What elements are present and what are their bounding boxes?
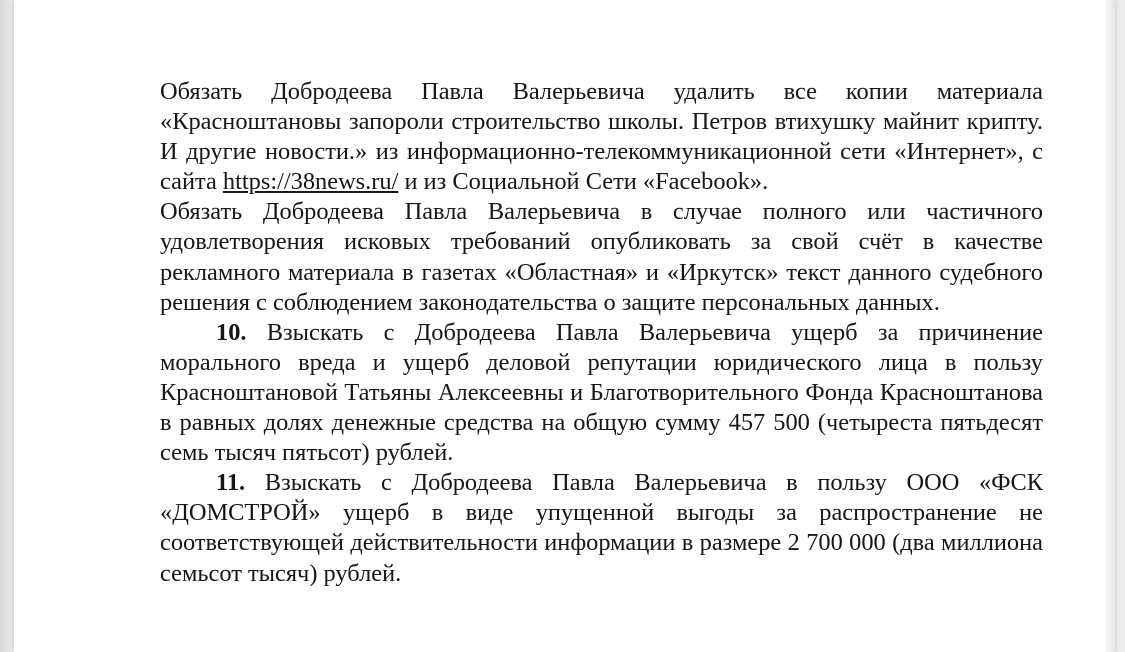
document-body	[160, 77, 1043, 589]
paragraph-delete-copies-text: Обязать Добродеева Павла Валерьевича удалить все копии материала «Красноштановы запороли строительство школы. Петров втихушку майнит крипту. И другие новости.» из информационно-телекоммуникационной сети «Интернет», с сайта	[160, 78, 1043, 196]
paragraph-delete-copies	[160, 77, 1043, 197]
paragraph-delete-copies-tail: и из Социальной Сети «Facebook».	[398, 168, 769, 196]
item-10-text: Взыскать с Добродеева Павла Валерьевича ущерб за причинение морального вреда и ущерб деловой репутации юридического лица в пользу Красноштановой Татьяны Алексеевны и Благотворительного Фонда Красноштанова в равных долях денежные средства на общую сумму 457 500 (четыреста пятьдесят семь тысяч пятьсот) рублей.	[160, 318, 1043, 467]
website-link[interactable]: https://38news.ru/	[222, 168, 399, 196]
paragraph-publish-decision: Обязать Добродеева Павла Валерьевича в случае полного или частичного удовлетворения исковых требований опубликовать за свой счёт в качестве рекламного материала в газетах «Областная» и «Иркутск» текст данного судебного решения с соблюдением законодательства о защите персональных данных.	[160, 198, 1043, 316]
item-11	[160, 468, 1043, 588]
item-11-number: 11.	[216, 469, 246, 497]
item-11-text: Взыскать с Добродеева Павла Валерьевича в пользу ООО «ФСК «ДОМСТРОЙ» ущерб в виде упущенной выгоды за распространение не соответствующей действительности информации в размере 2 700 000 (два миллиона семьсот тысяч) рублей.	[160, 469, 1043, 587]
left-page-edge	[0, 0, 14, 652]
item-10-number: 10.	[216, 318, 247, 346]
right-page-edge	[1105, 0, 1115, 652]
item-10	[160, 318, 1043, 468]
